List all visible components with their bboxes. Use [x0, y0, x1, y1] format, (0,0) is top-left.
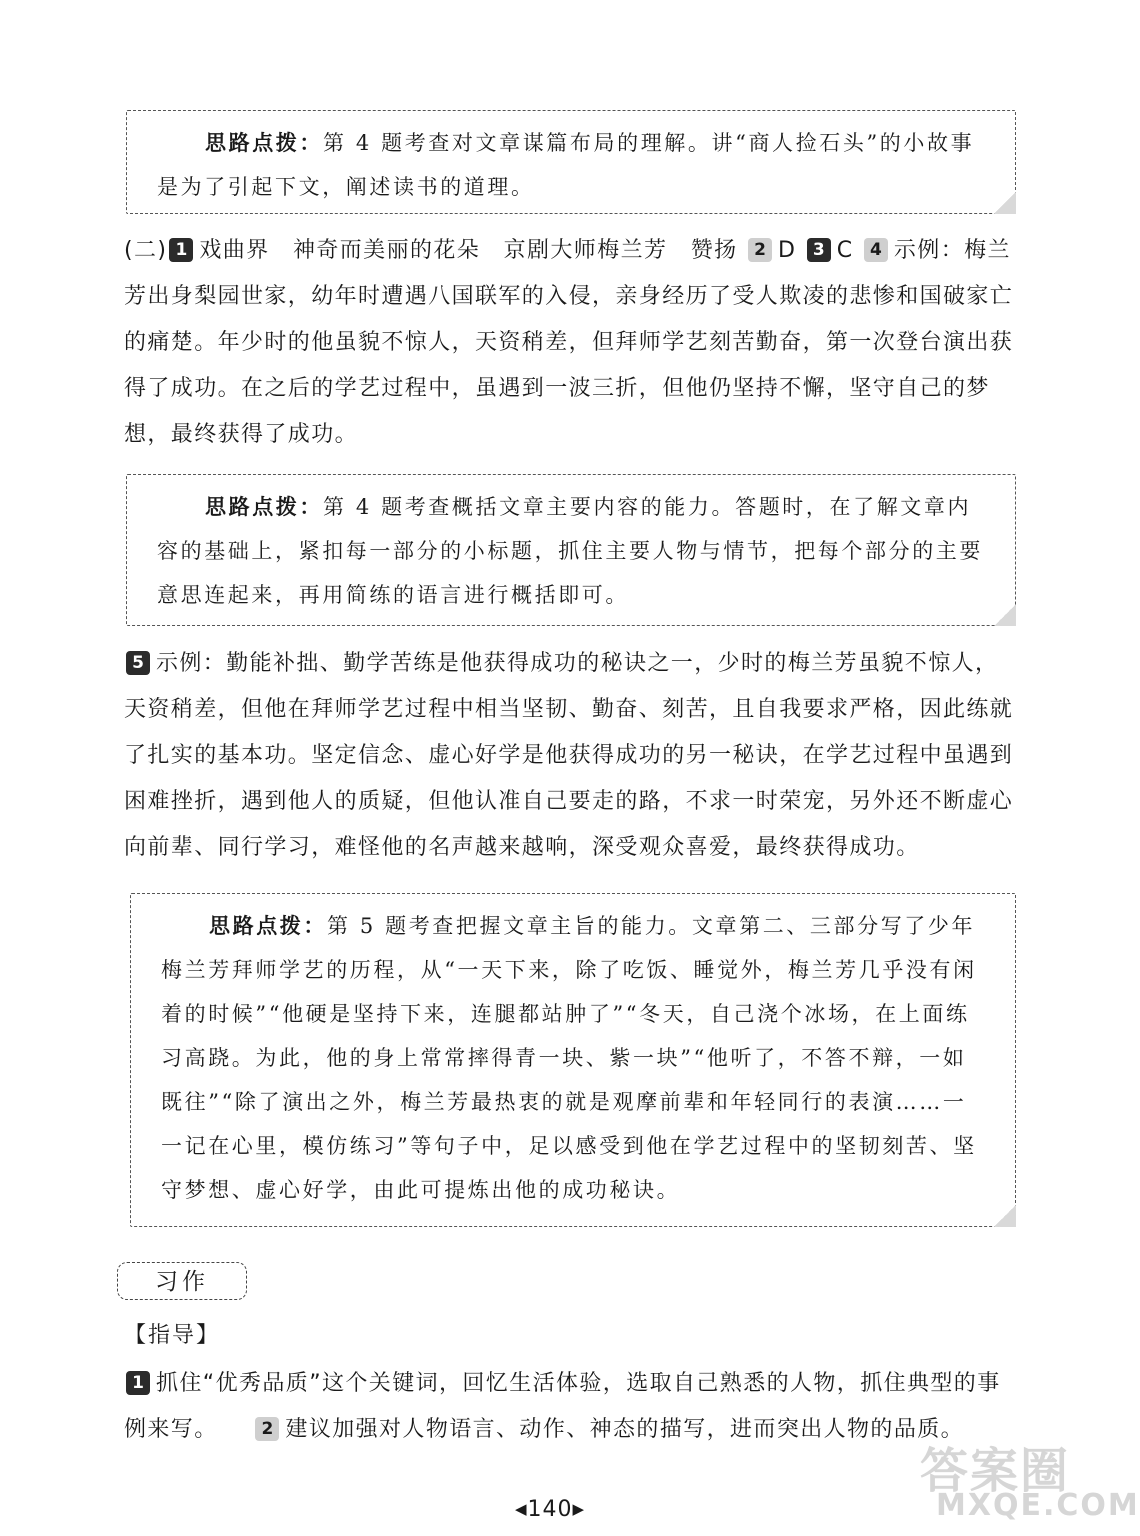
part2-answers — [124, 228, 1018, 458]
guide-items — [124, 1361, 1018, 1453]
section-title-writing: 习作 — [117, 1262, 247, 1300]
tip-text: 第 4 题考查对文章谋篇布局的理解。讲“商人捡石头”的小故事是为了引起下文，阐述读书的道理。 — [157, 131, 975, 199]
watermark — [920, 1432, 1140, 1528]
question-badge-1: 1 — [169, 238, 193, 262]
answer-5: 示例：勤能补拙、勤学苦练是他获得成功的秘诀之一，少时的梅兰芳虽貌不惊人，天资稍差，但他在拜师学艺过程中相当坚韧、勤奋、刻苦，且自我要求严格，因此练就了扎实的基本功。坚定信念、虚心好学是他获得成功的另一秘诀，在学艺过程中虽遇到困难挫折，遇到他人的质疑，但他认准自己要走的路，不求一时荣宠，另外还不断虚心向前辈、同行学习，难怪他的名声越来越响，深受观众喜爱，最终获得成功。 — [124, 651, 1014, 860]
answer-3: C — [836, 238, 854, 263]
page-number — [515, 1497, 585, 1522]
question-badge-2: 2 — [748, 238, 772, 262]
tip-text: 第 4 题考查概括文章主要内容的能力。答题时，在了解文章内容的基础上，紧扣每一部分的小标题，抓住主要人物与情节，把每个部分的主要意思连起来，再用简练的语言进行概括即可。 — [157, 495, 983, 607]
page-number-text: 140 — [527, 1497, 573, 1522]
guide-badge-1: 1 — [126, 1371, 150, 1395]
answer-2: D — [777, 238, 797, 263]
guide-label: 【指导】 — [124, 1323, 221, 1348]
part2-prefix: (二) — [124, 238, 168, 263]
watermark-url: MXQE.COM — [936, 1488, 1140, 1523]
question-5 — [124, 641, 1018, 871]
question-badge-5: 5 — [126, 651, 150, 675]
tip-label: 思路点拨： — [205, 130, 323, 155]
tip-label: 思路点拨： — [209, 913, 327, 938]
guide-badge-2: 2 — [255, 1417, 279, 1441]
right-triangle-icon: ▶ — [572, 1500, 586, 1518]
answer-4: 示例：梅兰芳出身梨园世家，幼年时遭遇八国联军的入侵，亲身经历了受人欺凌的悲惨和国破家亡的痛楚。年少时的他虽貌不惊人，天资稍差，但拜师学艺刻苦勤奋，第一次登台演出获得了成功。在之后的学艺过程中，虽遇到一波三折，但他仍坚持不懈，坚守自己的梦想，最终获得了成功。 — [124, 238, 1014, 447]
question-badge-3: 3 — [807, 238, 831, 262]
tip-box-2 — [126, 474, 1016, 626]
tip-label: 思路点拨： — [205, 494, 323, 519]
guide-text-1: 抓住“优秀品质”这个关键词，回忆生活体验，选取自己熟悉的人物，抓住典型的事例来写。 — [124, 1371, 1001, 1442]
question-badge-4: 4 — [864, 238, 888, 262]
answer-1: 戏曲界 神奇而美丽的花朵 京剧大师梅兰芳 赞扬 — [199, 238, 738, 263]
tip-box-1 — [126, 110, 1016, 214]
watermark-text: 答案圈 — [920, 1443, 1071, 1499]
tip-text: 第 5 题考查把握文章主旨的能力。文章第二、三部分写了少年梅兰芳拜师学艺的历程，从“一天下来，除了吃饭、睡觉外，梅兰芳几乎没有闲着的时候”“他硬是坚持下来，连腿都站肿了”“冬天，自己浇个冰场，在上面练习高跷。为此，他的身上常常摔得青一块、紫一块”“他听了，不答不辩，一如既往”“除了演出之外，梅兰芳最热衷的就是观摩前辈和年轻同行的表演……一一记在心里，模仿练习”等句子中，足以感受到他在学艺过程中的坚韧刻苦、坚守梦想、虚心好学，由此可提炼出他的成功秘诀。 — [161, 914, 977, 1202]
guide-text-2: 建议加强对人物语言、动作、神态的描写，进而突出人物的品质。 — [285, 1417, 965, 1442]
tip-box-3 — [130, 893, 1016, 1227]
left-triangle-icon: ◀ — [515, 1500, 528, 1518]
